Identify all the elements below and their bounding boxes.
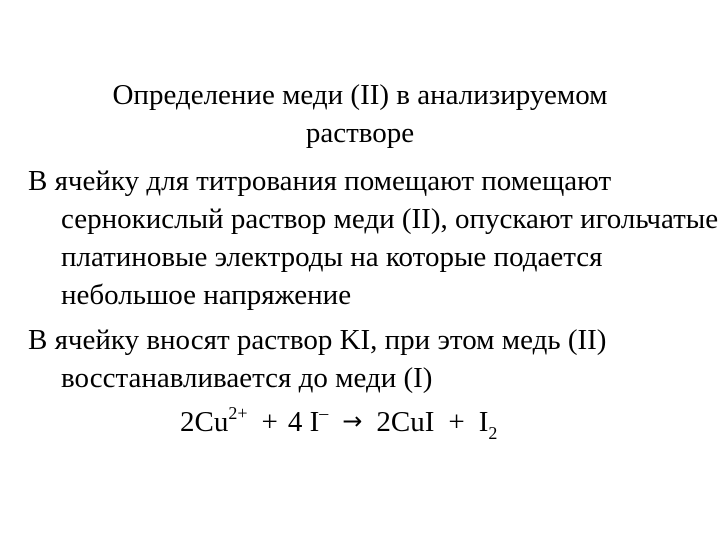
iodide-charge: – [319,403,329,423]
plus-sign-2: + [448,406,465,438]
reactant-copper: 2Cu [180,406,229,438]
title-line-1: Определение меди (II) в анализируемом [112,79,608,111]
reactant-iodide: 4 I [287,406,320,438]
slide-title [40,76,680,152]
copper-charge: 2+ [228,403,248,423]
reaction-arrow-icon: → [342,407,363,435]
iodine-subscript: 2 [488,423,498,443]
product-copper-iodide: 2CuI [376,406,435,438]
paragraph-ki-addition: В ячейку вносят раствор KI, при этом медь (II) восстанавливается до меди (I) [28,324,607,394]
product-iodine: I [478,406,489,438]
paragraph-cell-preparation: В ячейку для титрования помещают помещают сернокислый раствор меди (II), опускают игольчатые платиновые электроды на которые подается небольшое напряжение [28,165,719,311]
title-line-2: растворе [305,117,415,149]
plus-sign-1: + [261,406,278,438]
